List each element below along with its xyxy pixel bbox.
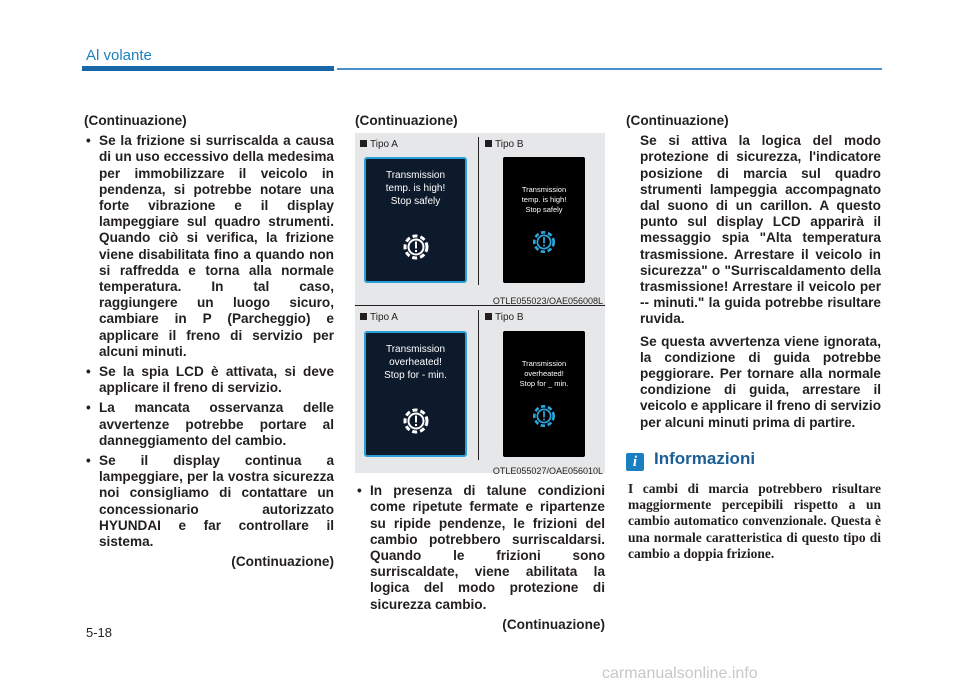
warning-message-line: overheated! [389, 357, 442, 369]
info-header [626, 448, 881, 475]
transmission-warning-icon [399, 230, 433, 264]
page-number: 5-18 [86, 625, 113, 640]
paragraph: Se si attiva la logica del modo protezione di sicurezza, l'indicatore posizione di marcia sul quadro strumenti lampeggia accompagnato dal suono di un carillon. A questo punto sul display LCD apparirà il messaggio spia "Alta temperatura trasmissione. Arrestare il veicolo in sicurezza" o "Surriscaldamento della trasmissione! Arrestare il veicolo per -- minuti." la guida potrebbe risultare ruvida. [640, 133, 881, 327]
continuation-tail: (Continuazione) [231, 554, 334, 570]
continuation-heading: (Continuazione) [355, 113, 458, 128]
type-b-label: Tipo B [485, 137, 524, 153]
warning-panel-a [364, 157, 467, 283]
bullet-item: • In presenza di talune condizioni come ripetute fermate e ripartenze su ripide pendenze, le frizioni del cambio potrebbero surriscaldarsi. Quando le frizioni sono surriscaldate, viene abilitata la logica del modo protezione di sicurezza cambio. [355, 483, 605, 613]
warning-panel-a [364, 331, 467, 457]
paragraph: Se questa avvertenza viene ignorata, la condizione di guida potrebbe peggiorare. Per tornare alla normale condizione di guida, arrestare il veicolo e applicare il freno di servizio per alcuni minuti prima di partire. [640, 333, 881, 430]
type-b-label: Tipo B [485, 310, 524, 326]
figure-code: OTLE055023/OAE056008L [492, 296, 603, 307]
figure-divider [478, 310, 479, 460]
figure-code: OTLE055027/OAE056010L [492, 466, 603, 477]
continuation-heading: (Continuazione) [84, 113, 187, 128]
warning-message-line: temp. is high! [521, 195, 567, 205]
warning-message-line: Stop safely [390, 196, 441, 208]
column-2 [355, 113, 605, 633]
warning-message-line: overheated! [524, 369, 564, 379]
transmission-warning-icon [399, 404, 433, 438]
cluster-warning-figure [355, 133, 605, 477]
info-icon: i [626, 453, 644, 471]
info-title: Informazioni [654, 448, 756, 468]
type-a-label: Tipo A [360, 137, 398, 153]
continuation-heading: (Continuazione) [626, 113, 729, 128]
watermark: carmanualsonline.info [602, 665, 758, 682]
transmission-warning-icon [529, 401, 559, 431]
warning-message-line: Transmission [385, 170, 446, 182]
type-a-label: Tipo A [360, 310, 398, 326]
warning-panel-b [503, 331, 585, 457]
bullet-item: • Se la spia LCD è attivata, si deve applicare il freno di servizio. [84, 364, 334, 396]
column-1 [84, 113, 334, 570]
figure-divider [478, 137, 479, 285]
continuation-tail: (Continuazione) [502, 616, 605, 632]
column-3 [626, 113, 881, 562]
warning-message-line: Stop safely [525, 205, 563, 215]
header-rule-dark [82, 66, 334, 71]
warning-message-line: Transmission [521, 359, 567, 369]
transmission-warning-icon [529, 227, 559, 257]
info-text: I cambi di marcia potrebbero risultare maggiormente percepibili rispetto a un cambio automatico convenzionale. Questa è una normale caratteristica di questo tipo di cambio a doppia frizione. [628, 480, 881, 562]
warning-message-line: Transmission [385, 344, 446, 356]
bullet-item: • Se il display continua a lampeggiare, per la vostra sicurezza noi consigliamo di contattare un concessionario autorizzato HYUNDAI e far controllare il sistema. [84, 453, 334, 550]
warning-message-line: Stop for _ min. [519, 379, 569, 389]
bullet-item: • Se la frizione si surriscalda a causa di un uso eccessivo della medesima per immobilizzare il veicolo in pendenza, si potrebbe notare una forte vibrazione e il display lampeggiare sul quadro strumenti. Quando ciò si verifica, la frizione viene disabilitata fino a quando non si raffredda e torna alla normale temperatura. In tal caso, raggiungere un luogo sicuro, cambiare in P (Parcheggio) e applicare il freno di servizio per alcuni minuti. [84, 133, 334, 360]
warning-message-line: Transmission [521, 185, 567, 195]
header-rule-light [337, 68, 882, 70]
warning-message-line: temp. is high! [385, 183, 446, 195]
warning-panel-b [503, 157, 585, 283]
warning-message-line: Stop for - min. [384, 370, 447, 382]
section-title: Al volante [86, 47, 152, 64]
bullet-item: • La mancata osservanza delle avvertenze potrebbe portare al danneggiamento del cambio. [84, 400, 334, 449]
